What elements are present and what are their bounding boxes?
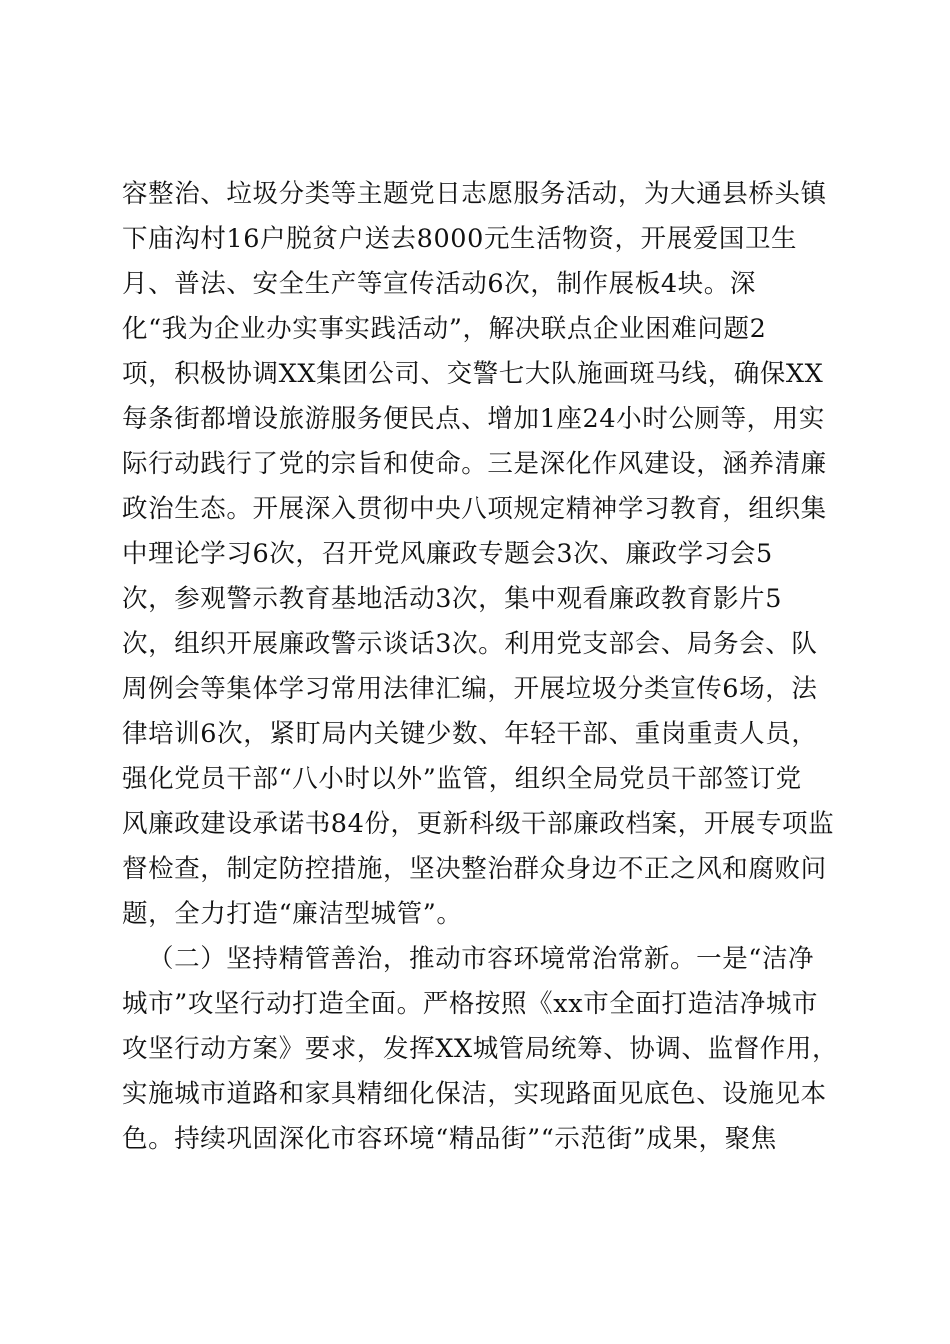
text-line: 容整治、垃圾分类等主题党日志愿服务活动，为大通县桥头镇 (122, 179, 827, 209)
text-line: 律培训6次，紧盯局内关键少数、年轻干部、重岗重责人员， (122, 719, 818, 749)
text-line: 周例会等集体学习常用法律汇编，开展垃圾分类宣传6场，法 (122, 674, 818, 704)
document-body (122, 172, 842, 1162)
text-line: 下庙沟村16户脱贫户送去8000元生活物资，开展爱国卫生 (122, 224, 798, 254)
text-line: 次，参观警示教育基地活动3次，集中观看廉政教育影片5 (122, 584, 783, 614)
text-line: 政治生态。开展深入贯彻中央八项规定精神学习教育，组织集 (122, 494, 827, 524)
text-line: 城市”攻坚行动打造全面。严格按照《xx市全面打造洁净城市 (122, 989, 819, 1019)
section-heading-line: （二）坚持精管善治，推动市容环境常治常新。一是“洁净 (148, 944, 815, 974)
text-line: 强化党员干部“八小时以外”监管，组织全局党员干部签订党 (122, 764, 802, 794)
text-line: 攻坚行动方案》要求，发挥XX城管局统筹、协调、监督作用， (122, 1034, 839, 1064)
text-line: 际行动践行了党的宗旨和使命。三是深化作风建设，涵养清廉 (122, 449, 827, 479)
text-line: 督检查，制定防控措施，坚决整治群众身边不正之风和腐败问 (122, 854, 827, 884)
text-line: 色。持续巩固深化市容环境“精品街”“示范街”成果，聚焦 (122, 1124, 777, 1154)
text-line: 项，积极协调XX集团公司、交警七大队施画斑马线，确保XX (122, 359, 824, 389)
text-line: 月、普法、安全生产等宣传活动6次，制作展板4块。深 (122, 269, 756, 299)
text-line: 化“我为企业办实事实践活动”，解决联点企业困难问题2 (122, 314, 767, 344)
text-line: 题，全力打造“廉洁型城管”。 (122, 899, 463, 929)
text-line: 每条街都增设旅游服务便民点、增加1座24小时公厕等，用实 (122, 404, 825, 434)
text-line: 次，组织开展廉政警示谈话3次。利用党支部会、局务会、队 (122, 629, 818, 659)
text-line: 实施城市道路和家具精细化保洁，实现路面见底色、设施见本 (122, 1079, 827, 1109)
text-line: 中理论学习6次，召开党风廉政专题会3次、廉政学习会5 (122, 539, 773, 569)
text-line: 风廉政建设承诺书84份，更新科级干部廉政档案，开展专项监 (122, 809, 835, 839)
